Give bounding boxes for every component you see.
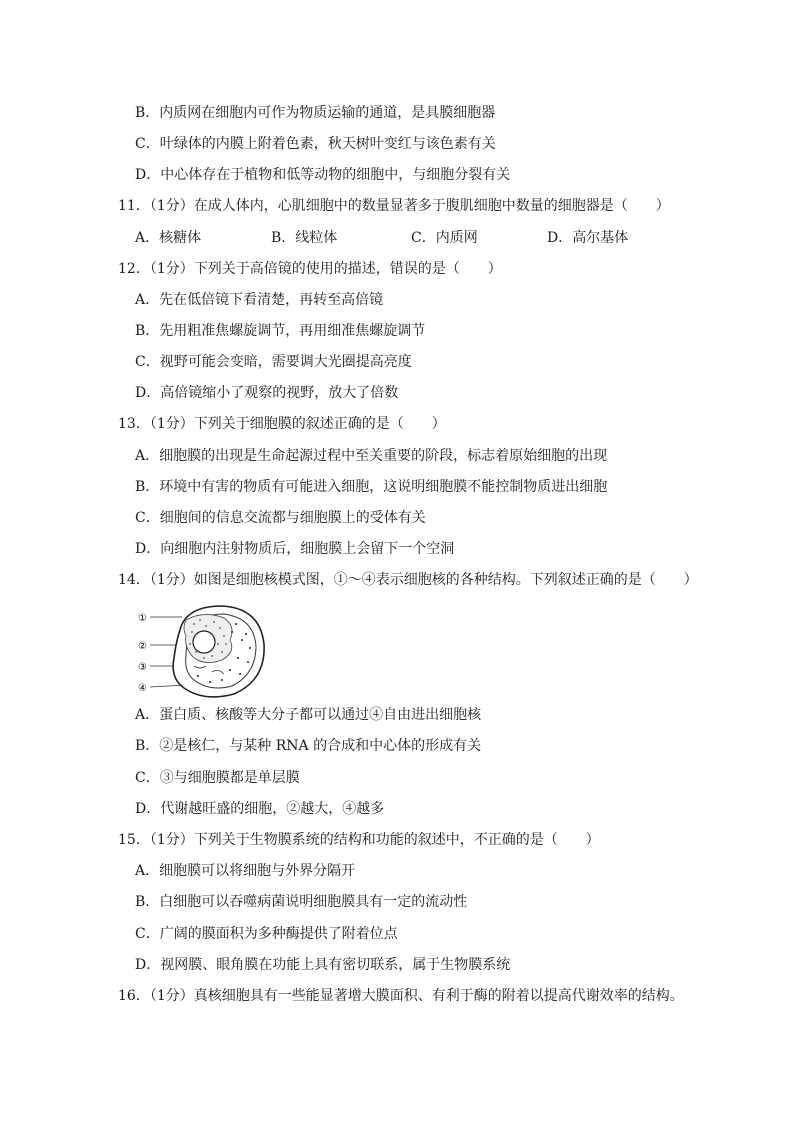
q11-option-b: B．线粒体 bbox=[271, 230, 338, 246]
q12-option-b: B．先用粗准焦螺旋调节，再用细准焦螺旋调节 bbox=[135, 323, 426, 339]
q14-stem: 14．（1分）如图是细胞核模式图，①～④表示细胞核的各种结构。下列叙述正确的是（ ） bbox=[118, 572, 698, 588]
q14-option-b: B．②是核仁，与某种 RNA 的合成和中心体的形成有关 bbox=[135, 738, 482, 754]
nucleus-diagram bbox=[134, 600, 274, 700]
q13-option-c: C．细胞间的信息交流都与细胞膜上的受体有关 bbox=[135, 510, 426, 526]
q12-option-c: C．视野可能会变暗，需要调大光圈提高亮度 bbox=[135, 354, 412, 370]
diagram-label-1: ① bbox=[138, 613, 147, 624]
q11-option-a: A．核糖体 bbox=[135, 230, 202, 246]
diagram-label-3: ③ bbox=[138, 662, 147, 673]
q12-option-d: D．高倍镜缩小了观察的视野，放大了倍数 bbox=[135, 385, 399, 401]
q15-option-b: B．白细胞可以吞噬病菌说明细胞膜具有一定的流动性 bbox=[135, 894, 468, 910]
q15-option-d: D．视网膜、眼角膜在功能上具有密切联系，属于生物膜系统 bbox=[135, 957, 511, 973]
q16-stem: 16．（1分）真核细胞具有一些能显著增大膜面积、有利于酶的附着以提高代谢效率的结构。 bbox=[118, 988, 684, 1004]
diagram-label-4: ④ bbox=[138, 683, 147, 694]
q10-option-c: C．叶绿体的内膜上附着色素，秋天树叶变红与该色素有关 bbox=[135, 136, 496, 152]
q14-option-c: C．③与细胞膜都是单层膜 bbox=[135, 770, 300, 786]
q11-stem: 11．（1分）在成人体内，心肌细胞中的数量显著多于腹肌细胞中数量的细胞器是（ ） bbox=[118, 198, 670, 214]
q10-option-b: B．内质网在细胞内可作为物质运输的通道，是具膜细胞器 bbox=[135, 105, 496, 121]
q13-option-d: D．向细胞内注射物质后，细胞膜上会留下一个空洞 bbox=[135, 541, 455, 557]
q13-option-b: B．环境中有害的物质有可能进入细胞，这说明细胞膜不能控制物质进出细胞 bbox=[135, 479, 608, 495]
q15-stem: 15．（1分）下列关于生物膜系统的结构和功能的叙述中，不正确的是（ ） bbox=[118, 832, 600, 848]
q10-option-d: D．中心体存在于植物和低等动物的细胞中，与细胞分裂有关 bbox=[135, 167, 511, 183]
q13-stem: 13．（1分）下列关于细胞膜的叙述正确的是（ ） bbox=[118, 416, 446, 432]
q14-option-d: D．代谢越旺盛的细胞，②越大，④越多 bbox=[135, 801, 385, 817]
q11-option-c: C．内质网 bbox=[411, 230, 478, 246]
q15-option-a: A．细胞膜可以将细胞与外界分隔开 bbox=[135, 863, 356, 879]
q13-option-a: A．细胞膜的出现是生命起源过程中至关重要的阶段，标志着原始细胞的出现 bbox=[135, 448, 608, 464]
q12-stem: 12．（1分）下列关于高倍镜的使用的描述，错误的是（ ） bbox=[118, 261, 502, 277]
q11-option-d: D．高尔基体 bbox=[547, 230, 629, 246]
q12-option-a: A．先在低倍镜下看清楚，再转至高倍镜 bbox=[135, 292, 384, 308]
nucleolus bbox=[193, 631, 215, 653]
diagram-label-2: ② bbox=[138, 641, 147, 652]
q14-option-a: A．蛋白质、核酸等大分子都可以通过④自由进出细胞核 bbox=[135, 707, 482, 723]
q15-option-c: C．广阔的膜面积为多种酶提供了附着位点 bbox=[135, 926, 398, 942]
